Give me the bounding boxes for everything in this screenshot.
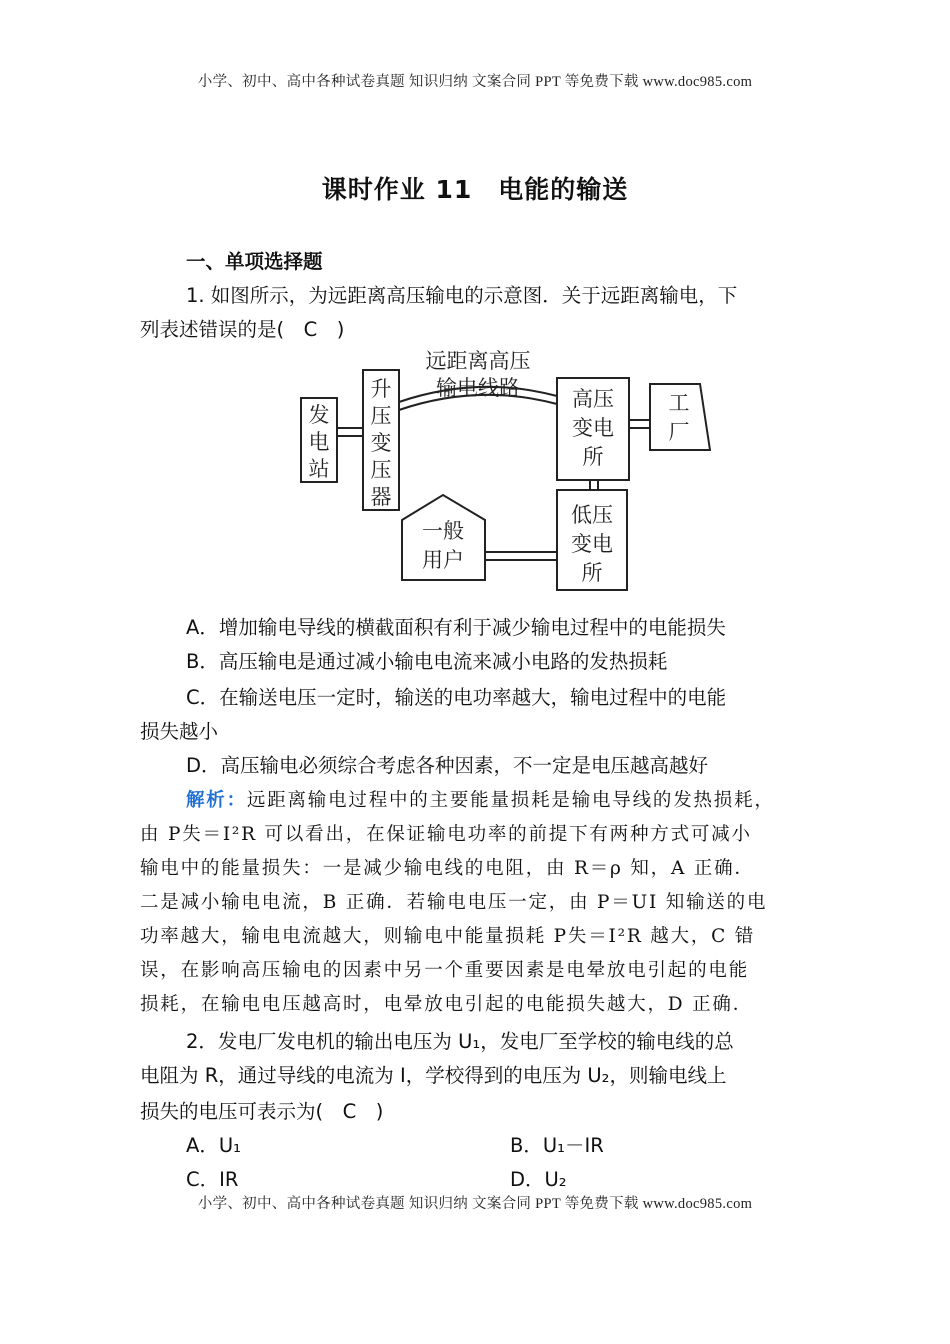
lv-substation-label: 低压 xyxy=(571,503,613,527)
page-title: 课时作业 11 电能的输送 xyxy=(321,175,629,204)
factory-char: 厂 xyxy=(668,420,690,444)
q1-option-a: A．增加输电导线的横截面积有利于减少输电过程中的电能损失 xyxy=(186,616,726,639)
q1-option-c-line1: C．在输送电压一定时，输送的电功率越大，输电过程中的电能 xyxy=(186,686,727,709)
lv-substation-label: 所 xyxy=(581,561,603,585)
q2-stem-line1: 2．发电厂发电机的输出电压为 U₁，发电厂至学校的输电线的总 xyxy=(186,1030,734,1053)
page-footer: 小学、初中、高中各种试卷真题 知识归纳 文案合同 PPT 等免费下载 www.doc985.com xyxy=(197,1196,753,1212)
step-up-char: 升 xyxy=(370,377,392,401)
hv-substation-label: 所 xyxy=(582,445,604,469)
station-char: 站 xyxy=(308,457,330,481)
q2-option-a: A．U₁ xyxy=(186,1134,241,1157)
station-char: 电 xyxy=(308,430,330,454)
analysis-line-2: 由 P失＝I²R 可以看出，在保证输电功率的前提下有两种方式可减小 xyxy=(140,824,752,845)
analysis-line-3: 输电中的能量损失：一是减少输电线的电阻，由 R＝ρ 知，A 正确． xyxy=(140,858,755,879)
page-header: 小学、初中、高中各种试卷真题 知识归纳 文案合同 PPT 等免费下载 www.doc985.com xyxy=(197,74,753,90)
line-label-1: 远距离高压 xyxy=(425,349,531,373)
lv-substation-label: 变电 xyxy=(571,532,613,556)
section-heading: 一、单项选择题 xyxy=(186,250,323,273)
q1-option-b: B．高压输电是通过减小输电电流来减小电路的发热损耗 xyxy=(186,650,668,673)
line-label-2: 输电线路 xyxy=(436,376,520,400)
step-up-char: 变 xyxy=(370,431,392,455)
q2-option-b: B．U₁－IR xyxy=(510,1134,604,1157)
q2-option-c: C．IR xyxy=(186,1168,239,1191)
q1-option-c-line2: 损失越小 xyxy=(140,720,219,743)
user-label: 用户 xyxy=(422,548,464,572)
q1-stem-line2: 列表述错误的是( C ) xyxy=(140,318,345,341)
hv-substation-label: 变电 xyxy=(572,416,614,440)
analysis-line-5: 功率越大，输电电流越大，则输电中能量损耗 P失＝I²R 越大，C 错 xyxy=(140,926,756,947)
analysis-label: 解析： xyxy=(186,790,247,811)
q2-stem-line2: 电阻为 R，通过导线的电流为 I，学校得到的电压为 U₂，则输电线上 xyxy=(140,1064,727,1087)
analysis-line-1: 解析：远距离输电过程中的主要能量损耗是输电导线的发热损耗， xyxy=(186,790,775,811)
hv-substation-label: 高压 xyxy=(572,387,614,411)
q1-stem-line1: 1. 如图所示，为远距离高压输电的示意图．关于远距离输电，下 xyxy=(186,284,738,307)
factory-char: 工 xyxy=(668,391,690,415)
step-up-char: 器 xyxy=(370,485,392,509)
step-up-char: 压 xyxy=(370,458,392,482)
station-char: 发 xyxy=(308,403,330,427)
user-label: 一般 xyxy=(422,519,464,543)
q2-option-d: D．U₂ xyxy=(510,1168,567,1191)
power-transmission-diagram xyxy=(0,340,950,600)
analysis-line-4: 二是减小输电电流，B 正确．若输电电压一定，由 P＝UI 知输送的电 xyxy=(140,892,768,913)
analysis-line-6: 误，在影响高压输电的因素中另一个重要因素是电晕放电引起的电能 xyxy=(140,960,750,981)
step-up-char: 压 xyxy=(370,404,392,428)
analysis-line-7: 损耗，在输电电压越高时，电晕放电引起的电能损失越大，D 正确． xyxy=(140,994,754,1015)
q1-option-d: D．高压输电必须综合考虑各种因素，不一定是电压越高越好 xyxy=(186,754,709,777)
q2-stem-line3: 损失的电压可表示为( C ) xyxy=(140,1100,384,1123)
